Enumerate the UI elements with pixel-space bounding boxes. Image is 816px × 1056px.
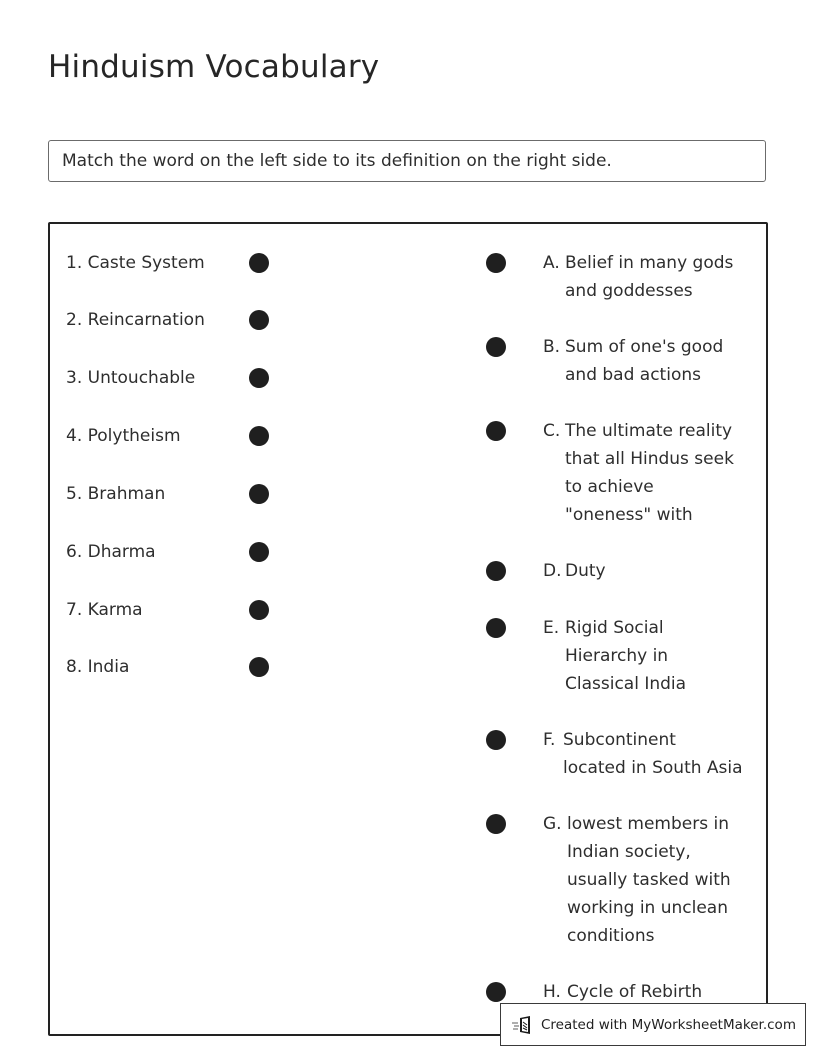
term-word: Karma: [87, 600, 143, 620]
term-match-dot[interactable]: [249, 657, 269, 677]
term-item: [66, 538, 156, 566]
definition-line: working in unclean: [567, 898, 729, 918]
definition-line: Classical India: [565, 674, 687, 694]
definition-letter: H.: [543, 982, 561, 1002]
term-word: Reincarnation: [87, 310, 205, 330]
definition-match-dot[interactable]: [486, 982, 506, 1002]
definition-line: Indian society,: [567, 842, 691, 862]
definition-letter: E.: [543, 618, 560, 638]
definition-match-dot[interactable]: [486, 253, 506, 273]
definition-match-dot[interactable]: [486, 814, 506, 834]
term-number: 5.: [66, 484, 83, 504]
definition-match-dot[interactable]: [486, 561, 506, 581]
term-number: 2.: [66, 310, 83, 330]
instructions-text: Match the word on the left side to its definition on the right side.: [62, 151, 612, 171]
term-number: 7.: [66, 600, 83, 620]
definition-match-dot[interactable]: [486, 421, 506, 441]
term-match-dot[interactable]: [249, 484, 269, 504]
definition-line: to achieve: [565, 477, 654, 497]
definition-line: Subcontinent: [563, 730, 676, 750]
term-word: Dharma: [87, 542, 156, 562]
definition-item: [543, 333, 758, 389]
definition-line: Hierarchy in: [565, 646, 669, 666]
term-item: [66, 422, 181, 450]
definition-item: [543, 726, 758, 782]
term-item: [66, 306, 205, 334]
instructions-box: [48, 140, 766, 182]
definition-line: Sum of one's good: [565, 337, 724, 357]
definition-item: [543, 978, 758, 1006]
term-item: [66, 249, 205, 277]
term-number: 4.: [66, 426, 83, 446]
definition-line: "oneness" with: [565, 505, 693, 525]
definition-line: Cycle of Rebirth: [567, 982, 703, 1002]
definition-line: Duty: [565, 561, 606, 581]
term-item: [66, 653, 129, 681]
term-word: Caste System: [87, 253, 205, 273]
term-number: 8.: [66, 657, 83, 677]
definition-item: [543, 810, 758, 950]
definition-line: Belief in many gods: [565, 253, 734, 273]
definition-match-dot[interactable]: [486, 730, 506, 750]
definition-item: [543, 417, 758, 529]
definition-letter: F.: [543, 730, 556, 750]
definition-letter: G.: [543, 814, 562, 834]
definition-line: located in South Asia: [563, 758, 743, 778]
definition-line: that all Hindus seek: [565, 449, 734, 469]
term-match-dot[interactable]: [249, 426, 269, 446]
term-match-dot[interactable]: [249, 542, 269, 562]
term-item: [66, 596, 143, 624]
term-word: India: [87, 657, 130, 677]
term-word: Polytheism: [87, 426, 181, 446]
definition-line: usually tasked with: [567, 870, 731, 890]
page-title: Hinduism Vocabulary: [48, 49, 380, 85]
term-item: [66, 480, 165, 508]
definition-letter: B.: [543, 337, 561, 357]
worksheet-maker-logo-icon: [511, 1014, 537, 1036]
definition-letter: D.: [543, 561, 562, 581]
definition-line: The ultimate reality: [565, 421, 733, 441]
definition-line: lowest members in: [567, 814, 729, 834]
term-word: Brahman: [87, 484, 166, 504]
definition-line: conditions: [567, 926, 655, 946]
definition-letter: A.: [543, 253, 560, 273]
badge-text: Created with MyWorksheetMaker.com: [541, 1016, 796, 1033]
term-number: 3.: [66, 368, 83, 388]
definition-item: [543, 614, 758, 698]
definition-match-dot[interactable]: [486, 337, 506, 357]
term-number: 6.: [66, 542, 83, 562]
definition-item: [543, 557, 758, 585]
definition-line: and goddesses: [565, 281, 693, 301]
definition-letter: C.: [543, 421, 561, 441]
term-match-dot[interactable]: [249, 368, 269, 388]
term-number: 1.: [66, 253, 83, 273]
term-match-dot[interactable]: [249, 253, 269, 273]
term-match-dot[interactable]: [249, 310, 269, 330]
term-match-dot[interactable]: [249, 600, 269, 620]
term-item: [66, 364, 195, 392]
definition-item: [543, 249, 758, 305]
definition-line: and bad actions: [565, 365, 701, 385]
term-word: Untouchable: [87, 368, 196, 388]
definition-match-dot[interactable]: [486, 618, 506, 638]
definition-line: Rigid Social: [565, 618, 664, 638]
created-with-badge[interactable]: [500, 1003, 806, 1046]
